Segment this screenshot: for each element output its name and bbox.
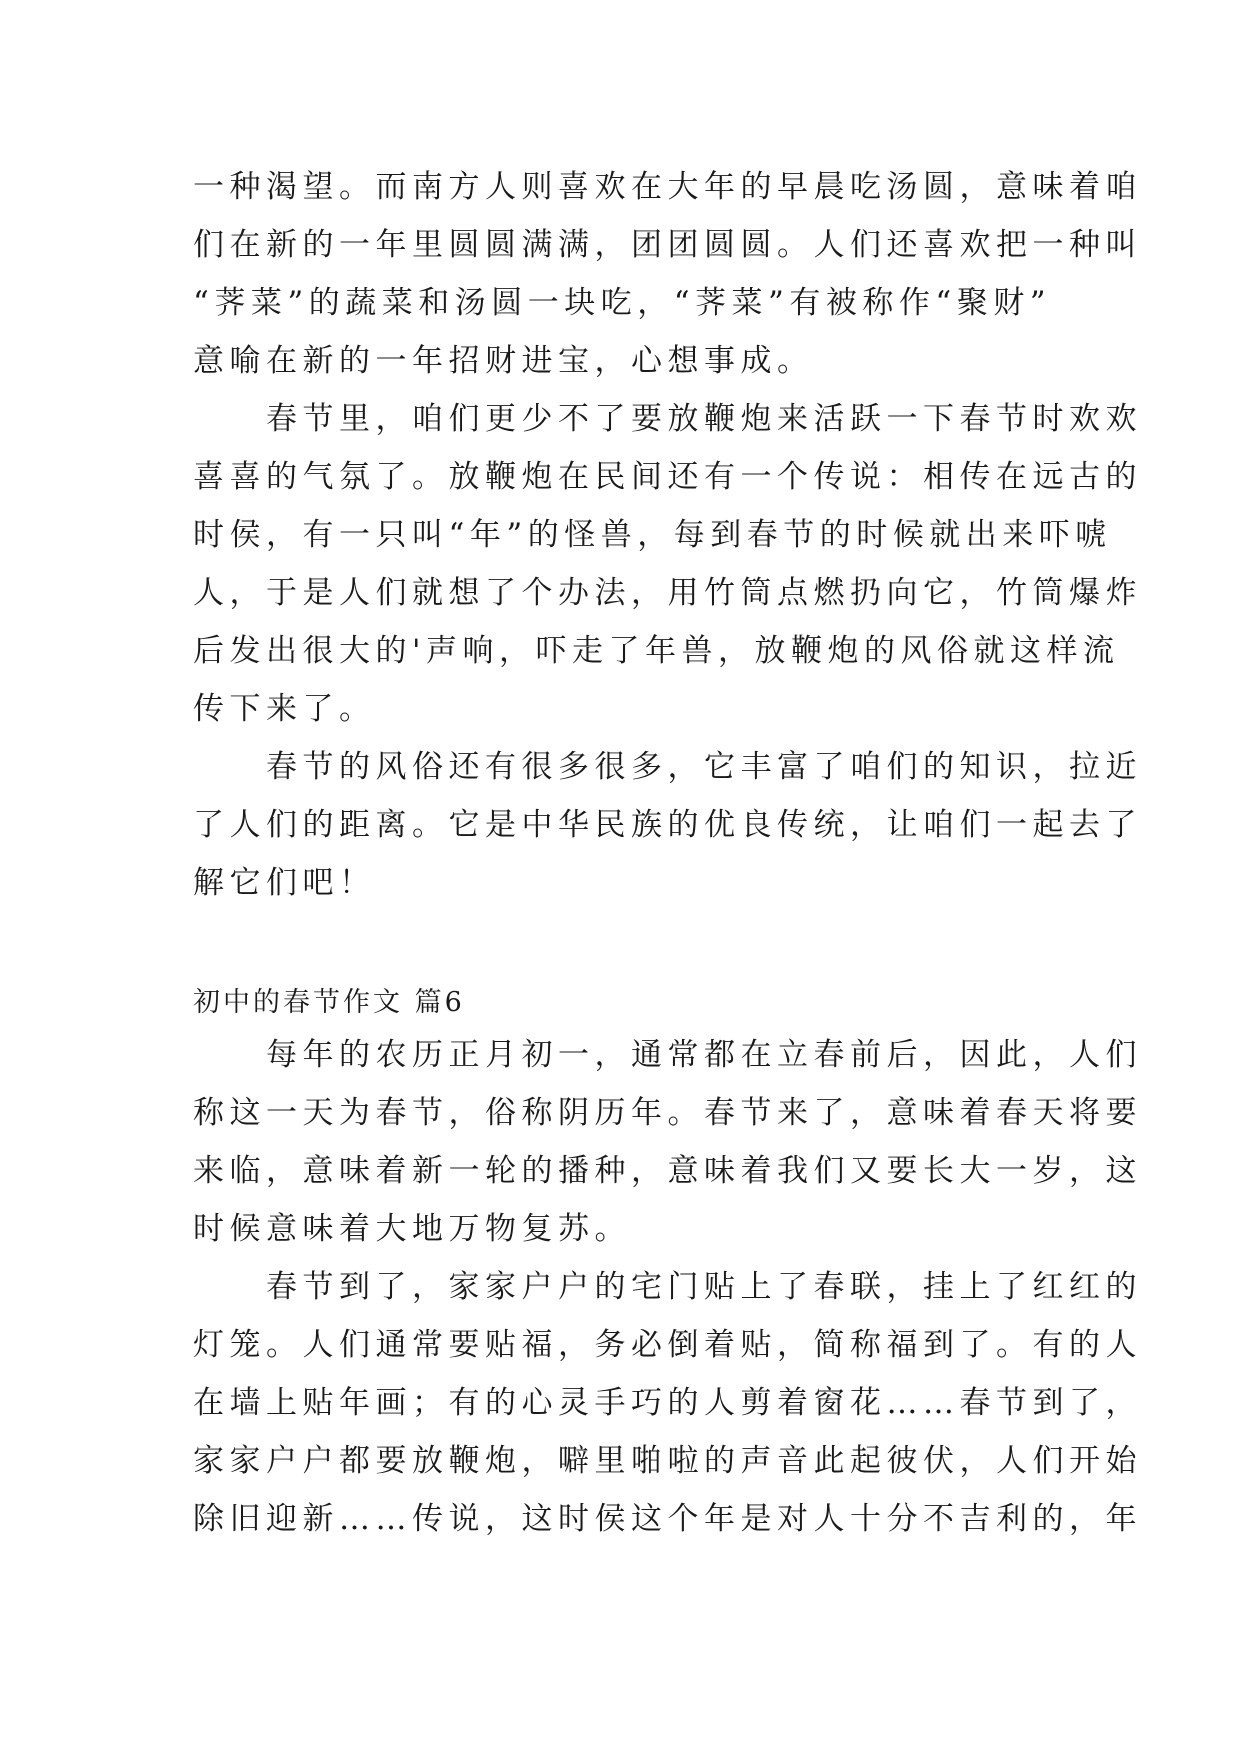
text-line: 人，于是人们就想了个办法，用竹筒点燃扔向它，竹筒爆炸 bbox=[193, 575, 1142, 611]
text-line: 喜喜的气氛了。放鞭炮在民间还有一个传说：相传在远古的 bbox=[193, 459, 1142, 495]
section-heading: 初中的春节作文 篇6 bbox=[193, 987, 465, 1018]
text-line: 后发出很大的'声响，吓走了年兽，放鞭炮的风俗就这样流 bbox=[193, 633, 1120, 669]
text-line: 传下来了。 bbox=[193, 691, 376, 727]
text-line: 时候意味着大地万物复苏。 bbox=[193, 1211, 631, 1247]
text-line: 称这一天为春节，俗称阴历年。春节来了，意味着春天将要 bbox=[193, 1095, 1142, 1131]
text-line: “荠菜”的蔬菜和汤圆一块吃，“荠菜”有被称作“聚财” bbox=[193, 285, 1052, 321]
text-line: 意喻在新的一年招财进宝，心想事成。 bbox=[193, 343, 814, 379]
text-line: 解它们吧！ bbox=[193, 865, 376, 901]
text-line: 们在新的一年里圆圆满满，团团圆圆。人们还喜欢把一种叫 bbox=[193, 227, 1142, 263]
text-line: 时侯，有一只叫“年”的怪兽，每到春节的时候就出来吓唬 bbox=[193, 517, 1112, 553]
paragraph-start-line: 每年的农历正月初一，通常都在立春前后，因此，人们 bbox=[193, 1037, 1142, 1073]
paragraph-start-line: 春节到了，家家户户的宅门贴上了春联，挂上了红红的 bbox=[193, 1269, 1142, 1305]
text-line: 灯笼。人们通常要贴福，务必倒着贴，简称福到了。有的人 bbox=[193, 1327, 1142, 1363]
text-line: 在墙上贴年画；有的心灵手巧的人剪着窗花……春节到了， bbox=[193, 1385, 1142, 1421]
text-line: 了人们的距离。它是中华民族的优良传统，让咱们一起去了 bbox=[193, 807, 1142, 843]
paragraph-start-line: 春节里，咱们更少不了要放鞭炮来活跃一下春节时欢欢 bbox=[193, 401, 1142, 437]
text-line: 来临，意味着新一轮的播种，意味着我们又要长大一岁，这 bbox=[193, 1153, 1142, 1189]
text-line: 一种渴望。而南方人则喜欢在大年的早晨吃汤圆，意味着咱 bbox=[193, 169, 1142, 205]
text-line: 除旧迎新……传说，这时侯这个年是对人十分不吉利的，年 bbox=[193, 1501, 1142, 1537]
text-line: 家家户户都要放鞭炮，噼里啪啦的声音此起彼伏，人们开始 bbox=[193, 1443, 1142, 1479]
paragraph-start-line: 春节的风俗还有很多很多，它丰富了咱们的知识，拉近 bbox=[193, 749, 1142, 785]
